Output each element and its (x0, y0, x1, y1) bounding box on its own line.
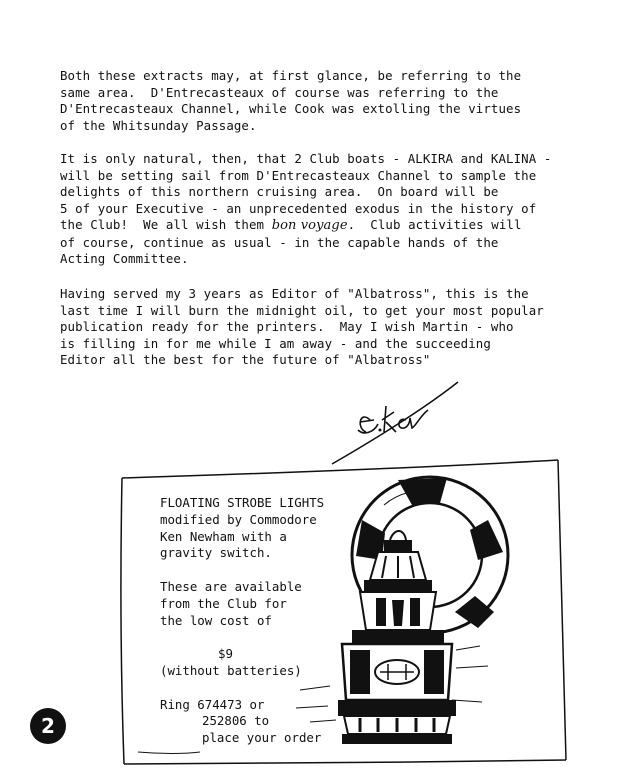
advert-contact: Ring 674473 or (160, 696, 265, 712)
advert-text: modified by Commodore (160, 511, 317, 527)
advert-title: FLOATING STROBE LIGHTS (160, 495, 325, 510)
text-line: last time I will burn the midnight oil, to get your most popular (60, 302, 544, 318)
text-segment: . Club activities will (347, 217, 522, 232)
text-line: of the Whitsunday Passage. (60, 117, 257, 133)
advert-contact: 252806 to (202, 713, 270, 729)
advert-contact: place your order (202, 730, 322, 746)
text-line: Having served my 3 years as Editor of "Albatross", this is the (60, 286, 529, 301)
text-segment: the Club! We all wish them (60, 217, 272, 232)
advert-text: Ken Newham with a (160, 528, 287, 544)
advert-price: $9 (218, 646, 233, 662)
advert-text: These are available (160, 578, 302, 594)
text-line: Acting Committee. (60, 251, 189, 266)
text-line: 5 of your Executive - an unprecedented exodus in the history of (60, 200, 537, 216)
text-line: delights of this northern cruising area. On board will be (60, 184, 499, 199)
advert-price-note: (without batteries) (160, 662, 302, 678)
text-line: D'Entrecasteaux Channel, while Cook was extolling the virtues (60, 101, 522, 116)
spacer (160, 562, 324, 579)
text-line: same area. D'Entrecasteaux of course was referring to the (60, 84, 499, 100)
text-line: publication ready for the printers. May I wish Martin - who (60, 319, 514, 334)
strobe-light-advert (160, 495, 324, 747)
advert-text: the low cost of (160, 612, 272, 628)
page-number-badge: 2 (30, 708, 66, 744)
text-line: It is only natural, then, that 2 Club boats - ALKIRA and KALINA - (60, 151, 552, 166)
text-line: of course, continue as usual - in the capable hands of the (60, 234, 499, 250)
advert-text: from the Club for (160, 595, 287, 611)
text-line: Editor all the best for the future of "Albatross" (60, 352, 431, 367)
text-line: will be setting sail from D'Entrecasteaux Channel to sample the (60, 167, 537, 183)
text-line: is filling in for me while I am away - and the succeeding (60, 335, 491, 351)
spacer (160, 629, 324, 646)
spacer (160, 680, 324, 697)
text-line: Both these extracts may, at first glance, be referring to the (60, 68, 522, 83)
advert-text: gravity switch. (160, 545, 272, 561)
italic-phrase: bon voyage (271, 218, 348, 233)
strobe-light-icon (296, 531, 488, 744)
